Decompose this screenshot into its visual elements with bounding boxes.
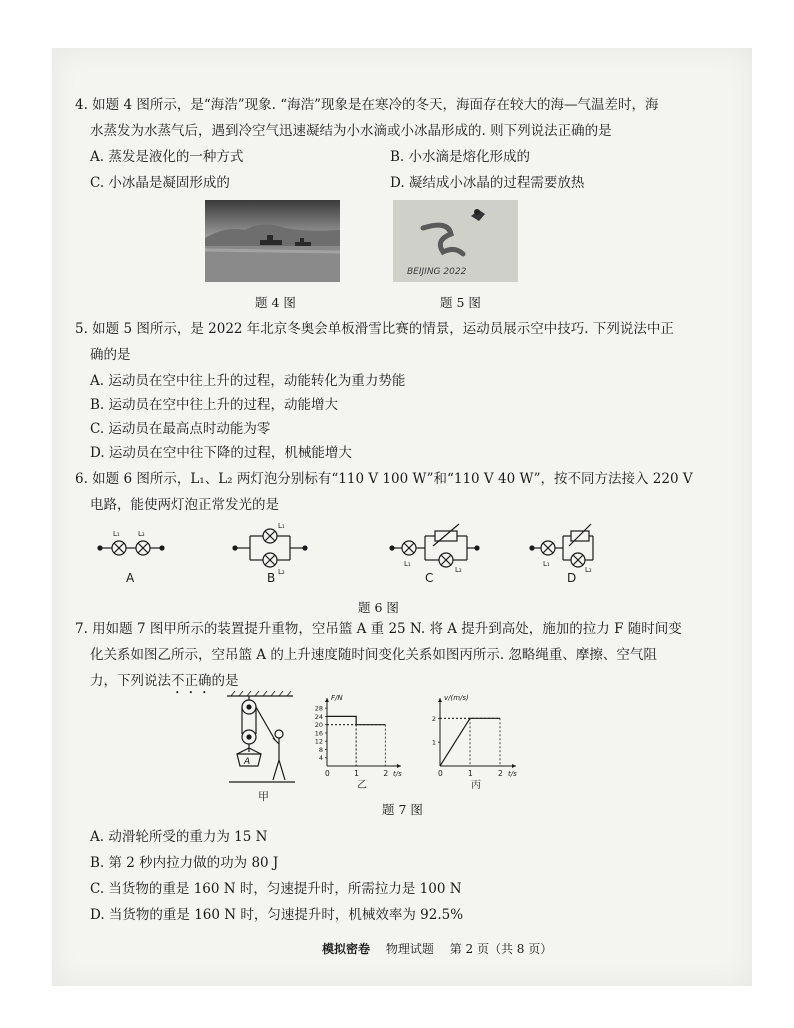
bing-x-tick-label: 2	[498, 769, 503, 778]
q6-stem-line1: 6. 如题 6 图所示，L₁、L₂ 两灯泡分别标有“110 V 100 W”和“110 V 40 W”，按不同方法接入 220 V	[75, 471, 693, 487]
q7-option-a: A. 动滑轮所受的重力为 15 N	[90, 829, 268, 845]
figure-4-caption: 题 4 图	[255, 295, 296, 310]
beijing-2022-logo-text: BEIJING 2022	[407, 267, 467, 277]
yi-y-arrow-icon	[325, 698, 329, 702]
bing-y-arrow-icon	[438, 698, 442, 702]
svg-text:L₁: L₁	[543, 560, 550, 568]
circuit-d-label: D	[567, 571, 577, 585]
bing-x-tick-label: 1	[468, 769, 473, 778]
q5-option-c: C. 运动员在最高点时动能为零	[90, 421, 271, 437]
figure-7-force-time-chart	[305, 688, 415, 793]
basket-label: A	[244, 757, 251, 767]
svg-text:L₂: L₂	[455, 566, 462, 574]
q7-emphasis: 不正确	[171, 673, 212, 689]
circuit-a-label: A	[126, 571, 135, 585]
yi-x-tick-label: 2	[383, 769, 389, 778]
q5-option-d: D. 运动员在空中往下降的过程，机械能增大	[90, 445, 352, 461]
bing-x-arrow-icon	[512, 764, 516, 768]
q4-option-b: B. 小水滴是熔化形成的	[390, 149, 531, 165]
circuit-b	[233, 529, 307, 567]
yi-y-tick-label: 16	[314, 729, 323, 738]
yi-x-arrow-icon	[397, 764, 401, 768]
svg-text:L₂: L₂	[585, 566, 592, 574]
svg-text:L₁: L₁	[404, 560, 411, 568]
yi-panel-label: 乙	[357, 780, 367, 791]
q7-stem-line2: 化关系如图乙所示，空吊篮 A 的上升速度随时间变化关系如图丙所示. 忽略绳重、摩擦、空气阻	[90, 647, 657, 663]
rheostat-icon	[571, 531, 589, 541]
person-icon	[275, 730, 283, 738]
figure-6-circuits	[95, 518, 595, 588]
q7-option-c: C. 当货物的重是 160 N 时，匀速提升时，所需拉力是 100 N	[90, 881, 462, 897]
svg-text:L₁: L₁	[113, 530, 120, 538]
q4-option-d: D. 凝结成小冰晶的过程需要放热	[390, 175, 585, 191]
q5-stem-line2: 确的是	[90, 347, 131, 363]
bing-x-label: t/s	[508, 770, 517, 778]
bing-y-tick-label: 2	[431, 714, 436, 723]
svg-text:L₁: L₁	[278, 522, 285, 530]
figure-5-caption: 题 5 图	[440, 295, 481, 310]
q7-stem-line1: 7. 用如题 7 图甲所示的装置提升重物，空吊篮 A 重 25 N. 将 A 提升到高处，施加的拉力 F 随时间变	[75, 621, 682, 637]
bing-y-tick-label: 1	[431, 738, 436, 747]
yi-x-tick-label: 0	[325, 769, 330, 778]
footer-subject: 物理试题	[385, 942, 434, 956]
footer-series: 模拟密卷	[322, 942, 371, 956]
yi-x-tick-label: 1	[354, 769, 359, 778]
q4-option-a: A. 蒸发是液化的一种方式	[90, 149, 244, 165]
q7-option-b: B. 第 2 秒内拉力做的功为 80 J	[90, 855, 279, 871]
circuit-c-label: C	[425, 571, 434, 585]
svg-text:L₂: L₂	[138, 530, 145, 538]
yi-y-label: F/N	[331, 694, 343, 702]
figure-4-photo	[205, 200, 340, 282]
figure-6-caption: 题 6 图	[358, 600, 399, 615]
q5-option-a: A. 运动员在空中往上升的过程，动能转化为重力势能	[90, 373, 406, 389]
figure-7-jia-label: 甲	[258, 790, 269, 803]
figure-5-photo	[393, 200, 518, 282]
yi-y-tick-label: 20	[314, 721, 323, 730]
yi-y-tick-label: 28	[314, 704, 323, 713]
figure-7-caption: 题 7 图	[382, 802, 423, 817]
q6-stem-line2: 电路，能使两灯泡正常发光的是	[90, 497, 279, 513]
yi-y-tick-label: 8	[318, 745, 323, 754]
yi-y-tick-label: 4	[318, 754, 323, 763]
q4-stem-line2: 水蒸发为水蒸气后，遇到冷空气迅速凝结为小水滴或小冰晶形成的. 则下列说法正确的是	[90, 123, 612, 139]
page-footer	[322, 940, 552, 957]
bing-y-label: v/(m/s)	[444, 694, 469, 702]
figure-7-velocity-time-chart	[418, 688, 533, 793]
yi-y-tick-label: 24	[314, 712, 323, 721]
circuit-b-label: B	[267, 571, 276, 585]
svg-text:L₂: L₂	[278, 568, 285, 576]
q4-stem-line1: 4. 如题 4 图所示，是“海浩”现象. “海浩”现象是在寒冷的冬天，海面存在较大的海—气温差时，海	[75, 97, 659, 113]
q7-stem-line3: 力，下列说法不正确的是	[90, 673, 239, 689]
bing-panel-label: 丙	[471, 780, 481, 791]
circuit-a	[98, 541, 164, 555]
q5-stem-line1: 5. 如题 5 图所示，是 2022 年北京冬奥会单板滑雪比赛的情景，运动员展示空中技巧. 下列说法中正	[75, 321, 674, 337]
figure-7-pulley-diagram	[225, 690, 305, 790]
yi-y-tick-label: 12	[314, 737, 323, 746]
circuit-d	[530, 524, 593, 567]
q4-option-c: C. 小冰晶是凝固形成的	[90, 175, 230, 191]
footer-page-number: 第 2 页（共 8 页）	[449, 942, 553, 956]
q7-option-d: D. 当货物的重是 160 N 时，匀速提升时，机械效率为 92.5%	[90, 907, 464, 923]
rheostat-icon	[435, 531, 457, 541]
q5-option-b: B. 运动员在空中往上升的过程，动能增大	[90, 397, 339, 413]
bing-x-tick-label: 0	[438, 769, 443, 778]
yi-x-label: t/s	[393, 770, 402, 778]
